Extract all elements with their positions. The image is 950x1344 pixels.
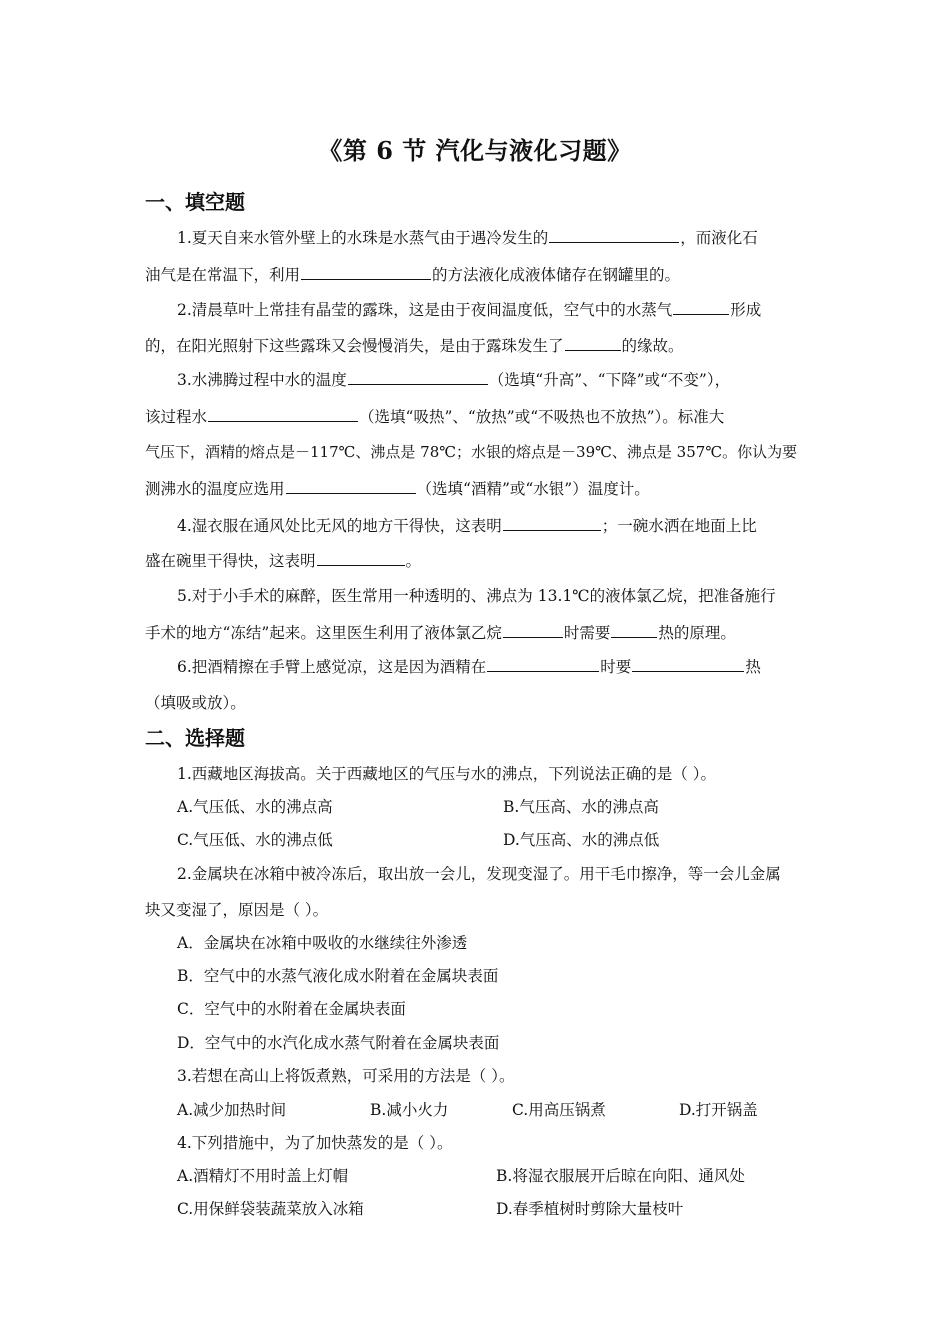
page-title: 《第 6 节 汽化与液化习题》	[318, 136, 632, 165]
question-line: 2.清晨草叶上常挂有晶莹的露珠，这是由于夜间温度低，空气中的水蒸气 形成	[177, 298, 761, 320]
question-line: 1.夏天自来水管外壁上的水珠是水蒸气由于遇冷发生的 ，而液化石	[177, 226, 758, 248]
choice-option[interactable]: C.用保鲜袋装蔬菜放入冰箱	[177, 1200, 364, 1218]
question-line: 3.水沸腾过程中水的温度 （选填“升高”、“下降”或“不变”），	[177, 368, 730, 390]
choice-option[interactable]: A.气压低、水的沸点高	[177, 798, 333, 816]
answer-blank[interactable]	[673, 299, 729, 316]
question-line: 4.湿衣服在通风处比无风的地方干得快，这表明 ；一碗水洒在地面上比	[177, 514, 757, 536]
answer-blank[interactable]	[317, 550, 405, 567]
answer-blank[interactable]	[565, 335, 621, 352]
question-stem: 4.下列措施中，为了加快蒸发的是（ ）。	[177, 1134, 453, 1152]
choice-option[interactable]: B.减小火力	[370, 1101, 449, 1119]
question-line: 油气是在常温下，利用 的方法液化成液体储存在钢罐里的。	[145, 263, 680, 285]
answer-blank[interactable]	[549, 227, 679, 244]
choice-option[interactable]: D.气压高、水的沸点低	[503, 831, 660, 849]
choice-option[interactable]: C.用高压锅煮	[512, 1101, 606, 1119]
choice-option[interactable]: C．空气中的水附着在金属块表面	[177, 1000, 406, 1018]
question-stem: 1.西藏地区海拔高。关于西藏地区的气压与水的沸点，下列说法正确的是（ ）。	[177, 765, 716, 783]
question-line: 6.把酒精擦在手臂上感觉凉，这是因为酒精在 时要 热	[177, 655, 761, 677]
choice-option[interactable]: B．空气中的水蒸气液化成水附着在金属块表面	[177, 967, 499, 985]
answer-blank[interactable]	[611, 622, 657, 639]
answer-blank[interactable]	[286, 478, 416, 495]
choice-option[interactable]: B.将湿衣服展开后晾在向阳、通风处	[496, 1167, 745, 1185]
section-heading-fill-blank: 一、填空题	[145, 190, 245, 214]
choice-option[interactable]: C.气压低、水的沸点低	[177, 831, 333, 849]
answer-blank[interactable]	[348, 369, 488, 386]
answer-blank[interactable]	[632, 656, 744, 673]
question-line: （填吸或放）。	[145, 694, 246, 712]
question-line: 盛在碗里干得快，这表明 。	[145, 549, 421, 571]
choice-option[interactable]: D．空气中的水汽化成水蒸气附着在金属块表面	[177, 1034, 500, 1052]
choice-option[interactable]: B.气压高、水的沸点高	[503, 798, 659, 816]
question-stem: 3.若想在高山上将饭煮熟，可采用的方法是（ ）。	[177, 1067, 515, 1085]
question-line: 手术的地方“冻结”起来。这里医生利用了液体氯乙烷 时需要 热的原理。	[145, 621, 736, 643]
choice-option[interactable]: D.打开锅盖	[679, 1101, 758, 1119]
question-stem: 2.金属块在冰箱中被冷冻后，取出放一会儿，发现变湿了。用干毛巾擦净，等一会儿金属	[177, 865, 781, 883]
answer-blank[interactable]	[208, 406, 358, 423]
section-heading-multiple-choice: 二、选择题	[145, 726, 245, 750]
question-stem: 块又变湿了，原因是（ ）。	[145, 901, 329, 919]
choice-option[interactable]: A.减少加热时间	[177, 1101, 287, 1119]
answer-blank[interactable]	[503, 515, 601, 532]
choice-option[interactable]: A.酒精灯不用时盖上灯帽	[177, 1167, 349, 1185]
answer-blank[interactable]	[301, 264, 431, 281]
question-line: 气压下，酒精的熔点是－117℃、沸点是 78℃；水银的熔点是－39℃、沸点是 357℃。你认为要	[145, 443, 798, 461]
answer-blank[interactable]	[487, 656, 599, 673]
question-line: 的，在阳光照射下这些露珠又会慢慢消失，是由于露珠发生了 的缘故。	[145, 334, 684, 356]
question-line: 测沸水的温度应选用 （选填“酒精”或“水银”）温度计。	[145, 477, 650, 499]
choice-option[interactable]: D.春季植树时剪除大量枝叶	[496, 1200, 684, 1218]
answer-blank[interactable]	[503, 622, 563, 639]
choice-option[interactable]: A．金属块在冰箱中吸收的水继续往外渗透	[177, 934, 468, 952]
question-line: 该过程水 （选填“吸热”、“放热”或“不吸热也不放热”）。标准大	[145, 405, 724, 427]
question-line: 5.对于小手术的麻醉，医生常用一种透明的、沸点为 13.1℃的液体氯乙烷，把准备施行	[177, 587, 776, 605]
